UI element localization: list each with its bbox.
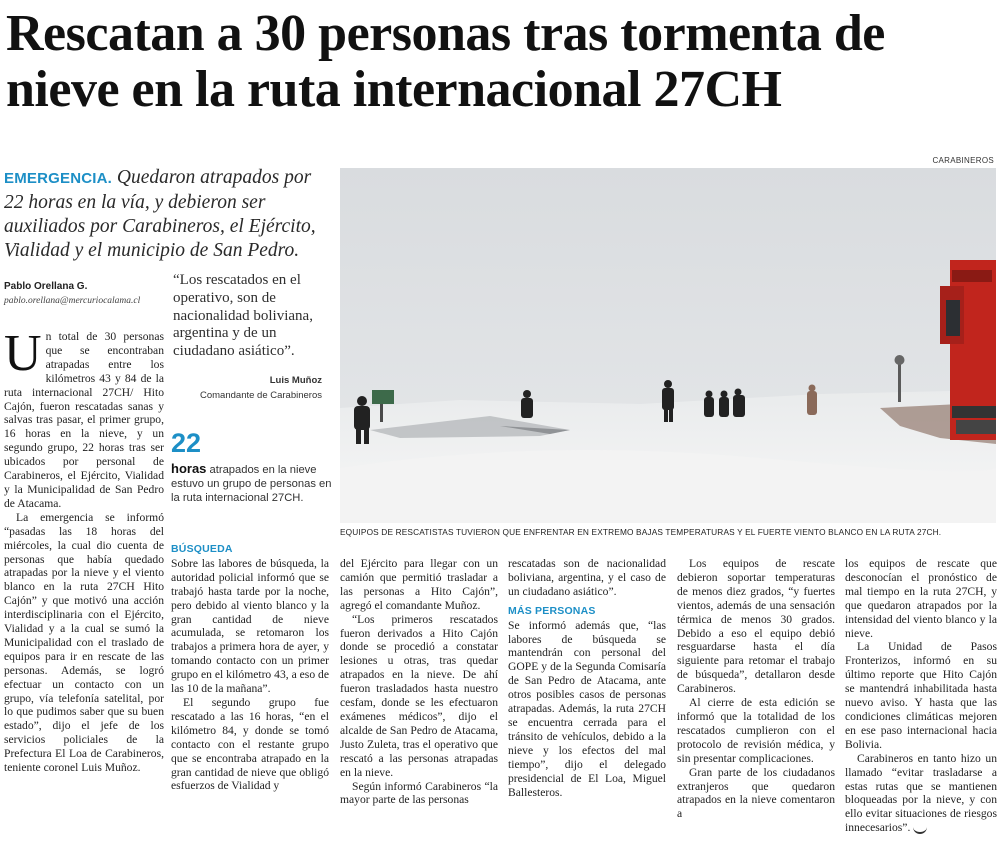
- paragraph: Los equipos de rescate debieron soportar temperaturas de menos diez grados, “y fuertes vientos, además de una sensación térmica de menos 30 grados. Debido a eso el equipo debió resguardarse hasta el día siguiente para retomar el trabajo de búsqueda”, detallaron desde Carabineros.: [677, 557, 835, 696]
- stat-text: [171, 462, 333, 505]
- stat-unit: horas: [171, 461, 207, 476]
- pull-quote-role: Comandante de Carabineros: [200, 390, 322, 401]
- article-column-4: [508, 557, 666, 799]
- stat-number: 22: [171, 428, 202, 458]
- headline: Rescatan a 30 personas tras tormenta de nieve en la ruta internacional 27CH: [6, 5, 885, 118]
- paragraph: Según informó Carabineros “la mayor parte de las personas: [340, 779, 498, 807]
- paragraph: La Unidad de Pasos Fronterizos, informó en su último reporte que Hito Cajón se mantendrá inhabilitada hasta nuevo aviso. Y hasta que las condiciones climáticas mejoren en ese paso internacional hacia Bolivia.: [845, 640, 997, 751]
- subhead-mas-personas: MÁS PERSONAS: [508, 604, 596, 617]
- subhead-busqueda: BÚSQUEDA: [171, 543, 233, 555]
- article-column-1: [4, 325, 164, 775]
- news-photo: [340, 168, 996, 523]
- drop-cap: U: [4, 325, 42, 382]
- paragraph: Gran parte de los ciudadanos extranjeros que quedaron atrapados en la nieve comentaron a: [677, 765, 835, 821]
- article-column-3: [340, 557, 498, 807]
- photo-caption: EQUIPOS DE RESCATISTAS TUVIERON QUE ENFRENTAR EN EXTREMO BAJAS TEMPERATURAS Y EL FUERTE VIENTO BLANCO EN LA RUTA 27CH.: [340, 527, 942, 537]
- article-column-2: [171, 543, 329, 793]
- paragraph: Carabineros en tanto hizo un llamado “evitar trasladarse a estas rutas que se mantienen bloqueadas por la nieve, y con ello evitar situaciones de riesgos innecesarios”.: [845, 751, 997, 835]
- paragraph: El segundo grupo fue rescatado a las 16 horas, “en el kilómetro 84, y donde se tomó contacto con el restante grupo que se encontraba atrapado en la gran cantidad de nieve que obligó esfuerzos de Vialidad y: [171, 695, 329, 793]
- paragraph: Un total de 30 personas que se encontraban atrapadas entre los kilómetros 43 y 84 de la ruta internacional 27CH/ Hito Cajón, fueron rescatadas sanas y salvas tras pasar, el primer grupo, 16 horas en la nieve, y un segundo grupo, 22 horas tras ser ubicados por personal de Carabineros, el Ejército, Vialidad y la Municipalidad de San Pedro de Atacama.: [4, 325, 164, 510]
- lede-tag: EMERGENCIA.: [4, 170, 113, 187]
- paragraph: Se informó además que, “las labores de búsqueda se mantendrán con personal del GOPE y de la Segunda Comisaría de San Pedro de Atacama, ante otros posibles casos de personas atrapadas. Además, la ruta 27CH se encuentra cerrada para el tránsito de vehículos, debido a la nieve y los efectos del mal tiempo”, dijo el delegado presidencial de El Loa, Miguel Ballesteros.: [508, 618, 666, 799]
- paragraph: Al cierre de esta edición se informó que la totalidad de los rescatados cumplieron con el protocolo de revisión médica, y sin presentar complicaciones.: [677, 696, 835, 765]
- snow-scene-illustration: [340, 168, 996, 523]
- lede: [4, 166, 326, 263]
- pull-quote-name: Luis Muñoz: [269, 375, 322, 386]
- pull-quote: “Los rescatados en el operativo, son de nacionalidad boliviana, argentina y de un ciudadano asiático”.: [173, 272, 313, 360]
- author-email: pablo.orellana@mercuriocalama.cl: [4, 296, 141, 306]
- paragraph: La emergencia se informó “pasadas las 18 horas del miércoles, la cual dio cuenta de personas que había quedado atrapadas por la nieve y el viento blanco en la ruta 27CH Hito Cajón” y que motivó una acción interdisciplinaria con el Ejército, Vialidad y a la cual se sumó la Municipalidad con el traslado de equipos para ir en rescate de las personas. Además, se logró efectuar un contacto con un grupo, vía telefonía satelital, por lo que pudimos saber que su buen estado”, dijo el jefe de los servicios policiales de la Prefectura El Loa de Carabineros, teniente coronel Luis Muñoz.: [4, 510, 164, 775]
- article-column-6: [845, 557, 997, 835]
- paragraph: “Los primeros rescatados fueron derivados a Hito Cajón donde se procedió a constatar lesiones u otras, tras quedar atrapados en la nieve. De ahí fueron trasladados hasta nuestro cesfam, donde se les efectuaron exámenes médicos”, dijo el alcalde de San Pedro de Atacama, Justo Zuleta, tras el operativo que rescató a las personas atrapadas en la nieve.: [340, 612, 498, 779]
- article-column-5: [677, 557, 835, 821]
- paragraph: del Ejército para llegar con un camión que permitió trasladar a las personas a Hito Cajón”, agregó el comandante Muñoz.: [340, 557, 498, 612]
- paragraph: los equipos de rescate que desconocían el pronóstico de mal tiempo en la ruta 27CH, y que quedaron atrapados por la intensidad del viento blanco y la nieve.: [845, 557, 997, 640]
- paragraph: rescatadas son de nacionalidad boliviana, argentina, y el caso de un ciudadano asiático”.: [508, 557, 666, 598]
- paragraph: Sobre las labores de búsqueda, la autoridad policial informó que se trabajó hasta tarde por la noche, pero debido al viento blanco y la gran cantidad de nieve acumulada, se retomaron los trabajos a primera hora de ayer, y tomando contacto con un primer grupo en el kilómetro 43, a eso de las 10 de la mañana”.: [171, 556, 329, 696]
- author-name: Pablo Orellana G.: [4, 281, 88, 292]
- stat-description: atrapados en la nieve estuvo un grupo de personas en la ruta internacional 27CH.: [171, 464, 332, 504]
- photo-credit: CARABINEROS: [932, 156, 994, 165]
- end-mark-icon: [913, 824, 927, 834]
- lede-text: Quedaron atrapados por 22 horas en la vía, y debieron ser auxiliados por Carabineros, el Ejército, Vialidad y el municipio de San Pedro.: [4, 167, 316, 261]
